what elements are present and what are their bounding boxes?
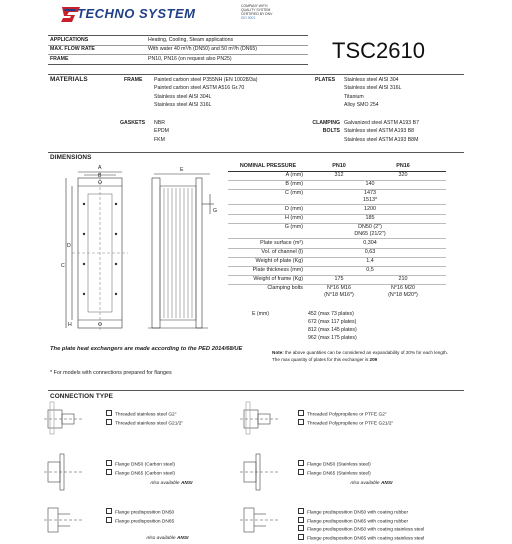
checkbox[interactable] [106,410,112,416]
dim-label-c: C [61,263,65,269]
dim-label-h: H [68,322,72,328]
option-label: Flange predisposition DN50 [115,510,175,516]
materials-plates-list [344,77,401,109]
note-prefix: Note: [272,350,284,355]
e-label: E (mm) [252,311,269,317]
materials-gaskets-list [154,120,169,143]
option-label: Threaded Polypropilene or PTFE G2" [307,412,387,418]
option-label: Flange DN50 (Stainless steel) [307,462,371,468]
badge-line-1: COMPANY WITH [241,4,268,8]
applications-label: APPLICATIONS [50,37,89,43]
row-value-pn16: 210 [398,276,408,282]
table-row [228,224,446,239]
option-label: Flange DN65 (Stainless steel) [307,471,371,476]
note-text: the above quantities can be considered an expandability of 20% for each length. The max quantity of plates for this exchanger is [272,350,448,362]
row-value: 0,63 [364,249,376,255]
checkbox[interactable] [298,517,304,523]
materials-clamping-label [300,120,340,135]
brand-name: TECHNO SYSTEM [77,6,196,21]
applications-value: Heating, Cooling, Steam applications [148,37,234,43]
option-coating-rubber-dn50[interactable] [298,508,424,517]
also-available-ansi: ANSI [180,481,193,486]
connection-title: CONNECTION TYPE [50,393,113,400]
materials-title: MATERIALS [50,76,88,83]
badge-line-4: ISO 9001 [241,16,256,20]
clamping-material-3: Stainless steel ASTM A193 B8M [344,136,419,143]
table-row [228,190,446,205]
row-key: Plate thickness (mm) [252,267,303,273]
materials-frame-list [154,77,258,109]
table-row [228,240,446,249]
row-value: 140 [365,181,375,187]
connection-group-flange-predisposition [106,508,174,525]
row-value-pn10: 175 [334,276,344,282]
checkbox[interactable] [106,469,112,475]
header-nominal-pressure: NOMINAL PRESSURE [239,163,297,169]
also-available-ansi-1 [150,481,192,487]
materials-frame-label: FRAME [124,77,143,83]
table-row [228,172,446,181]
flange-predisposition-drawing [40,500,90,540]
clamping-material-2: Stainless steel ASTM A193 B8 [344,128,415,135]
materials-plates-label: PLATES [315,77,336,83]
checkbox[interactable] [106,517,112,523]
e-value-2: 672 (max 117 plates) [308,319,357,325]
dim-label-g: G [213,208,218,214]
e-value-1: 452 (max 73 plates) [308,311,354,317]
max-flow-label: MAX. FLOW RATE [50,46,95,52]
connection-group-flange-carbon [106,460,175,477]
also-available-ansi-2 [350,481,392,487]
option-label: Threaded Polypropilene or PTFE G21/2" [307,421,394,426]
table-row [228,215,446,224]
checkbox[interactable] [106,419,112,425]
row-key: G (mm) [284,224,303,230]
dimensions-header-row [228,163,446,172]
table-row [228,181,446,190]
dim-label-d: D [67,243,71,249]
checkbox[interactable] [106,460,112,466]
checkbox[interactable] [106,508,112,514]
row-value-pn16-alt: (N°18 M20*) [388,292,418,298]
row-key: A (mm) [285,172,303,178]
checkbox[interactable] [298,460,304,466]
header-pn16: PN16 [396,163,410,169]
option-coating-steel-dn50[interactable] [298,525,424,534]
option-threaded-pp-g2[interactable] [298,410,393,419]
clamping-label-2: BOLTS [322,128,340,135]
gasket-material-2: EPDM [154,128,169,135]
connection-group-flange-stainless [298,460,371,477]
frame-material-1: Painted carbon steel P355NH (EN 10028/3a) [154,77,258,83]
e-value-4: 962 (max 175 plates) [308,335,357,341]
row-value: 0,5 [366,267,374,273]
e-value-3: 812 (max 145 plates) [308,327,357,333]
option-label: Flange predisposition DN65 with coating stainless steel [307,536,425,541]
dimensions-title: DIMENSIONS [50,154,92,161]
option-label: Threaded stainless steel G21/2" [115,421,184,426]
gasket-material-3: FKM [154,136,165,143]
option-coating-rubber-dn65[interactable] [298,517,424,526]
row-value: 1200 [364,206,376,212]
option-predisposition-dn65[interactable] [106,517,174,526]
option-label: Threaded stainless steel G2" [115,412,177,418]
badge-line-2: QUALITY SYSTEM [241,8,271,12]
also-available-text: Also available [146,536,176,541]
certification-badge [241,4,291,20]
threaded-polypropylene-drawing [236,400,286,436]
also-available-text: Also available [150,481,180,486]
flange-note: * For models with connections prepared for flanges [50,370,172,376]
option-threaded-pp-g212[interactable] [298,419,393,428]
connection-group-threaded-polypropylene [298,410,393,427]
option-flange-dn65-stainless[interactable] [298,469,371,478]
table-row [228,267,446,276]
row-key: Weight of frame (Kg) [253,276,303,282]
option-predisposition-dn50[interactable] [106,508,174,517]
row-value-pn10: 312 [334,172,344,178]
flange-carbon-drawing [40,452,90,492]
row-key: B (mm) [285,181,303,187]
dim-label-b: B [98,173,102,179]
table-row [228,249,446,258]
also-available-text: Also available [350,481,380,486]
max-flow-value: With water 40 m³/h (DN50) and 50 m³/h (DN65) [148,46,257,52]
row-key: H (mm) [285,215,303,221]
checkbox[interactable] [298,410,304,416]
row-key: Clamping bolts [267,285,303,291]
materials-clamping-list [344,120,419,143]
table-row [228,258,446,267]
option-label: Flange predisposition DN65 with coating rubber [307,519,409,524]
heat-exchanger-drawing [58,164,228,340]
option-label: Flange DN50 (Carbon steel) [115,462,175,468]
threaded-steel-drawing [40,400,90,436]
row-value: 0,304 [363,240,377,246]
table-row [228,206,446,215]
frame-label: FRAME [50,56,69,62]
clamping-material-1: Galvanized steel ASTM A193 B7 [344,120,419,126]
plate-material-2: Stainless steel AISI 316L [344,85,402,92]
row-key: C (mm) [285,190,303,196]
e-values [308,310,357,342]
checkbox[interactable] [298,508,304,514]
option-flange-dn65-carbon[interactable] [106,469,175,478]
table-row [228,285,446,300]
option-threaded-steel-g2[interactable] [106,410,183,419]
table-row [228,276,446,285]
option-label: Flange predisposition DN50 with coating rubber [307,510,409,516]
row-value: 1,4 [366,258,374,264]
header-pn10: PN10 [332,163,346,169]
plate-material-3: Titanium [344,93,364,100]
frame-value: PN10, PN16 (on request also PN25) [148,56,232,62]
badge-line-3: CERTIFIED BY DNV [241,12,273,16]
row-key: Weight of plate (Kg) [255,258,303,264]
row-value: DN50 (2") [358,224,382,230]
ped-note: The plate heat exchangers are made according to the PED 2014/68/UE [50,346,243,352]
checkbox[interactable] [298,469,304,475]
row-value-alt: 1513* [362,197,378,203]
model-title: TSC2610 [332,38,425,63]
option-label: Flange DN65 (Carbon steel) [115,471,175,476]
row-value-pn10: N°16 M16 [326,285,352,291]
frame-material-4: Stainless steel AISI 316L [154,102,212,109]
dim-label-a: A [98,165,102,171]
connection-group-flange-coating [298,508,424,542]
plate-material-1: Stainless steel AISI 304 [344,77,399,83]
gasket-material-1: NBR [154,120,165,126]
connection-group-threaded-steel [106,410,183,427]
also-available-ansi-3 [146,536,188,542]
option-flange-dn50-carbon[interactable] [106,460,175,469]
row-value: 1473 [364,190,376,196]
frame-material-2: Painted carbon steel ASTM A516 Gr.70 [154,85,245,92]
row-key: Plate surface (m²) [260,240,303,246]
clamping-label-1: CLAMPING [312,120,340,126]
row-key: Vol. of channel (l) [261,249,303,255]
expandability-note [272,350,448,363]
frame-material-3: Stainless steel AISI 304L [154,93,212,100]
flange-stainless-drawing [236,452,286,492]
checkbox[interactable] [298,534,304,540]
row-value: 185 [365,215,375,221]
plate-material-4: Alloy SMO 254 [344,102,379,109]
logo [60,4,196,24]
row-value-alt: DN65 (21/2") [354,231,386,237]
row-value-pn16: N°16 M20 [390,285,416,291]
option-label: Flange predisposition DN65 [115,519,175,524]
also-available-ansi: ANSI [176,536,189,541]
row-value-pn16: 320 [398,172,408,178]
flange-coating-drawing [236,500,286,540]
row-key: D (mm) [285,206,303,212]
materials-gaskets-label: GASKETS [120,120,146,126]
note-max-plates: 209 [369,356,378,362]
checkbox[interactable] [298,419,304,425]
checkbox[interactable] [298,525,304,531]
dim-label-e: E [180,167,184,173]
option-threaded-steel-g212[interactable] [106,419,183,428]
option-flange-dn50-stainless[interactable] [298,460,371,469]
row-value-pn10-alt: (N°18 M16*) [324,292,354,298]
option-coating-steel-dn65[interactable] [298,534,424,543]
option-label: Flange predisposition DN50 with coating stainless steel [307,527,425,533]
also-available-ansi: ANSI [380,481,393,486]
